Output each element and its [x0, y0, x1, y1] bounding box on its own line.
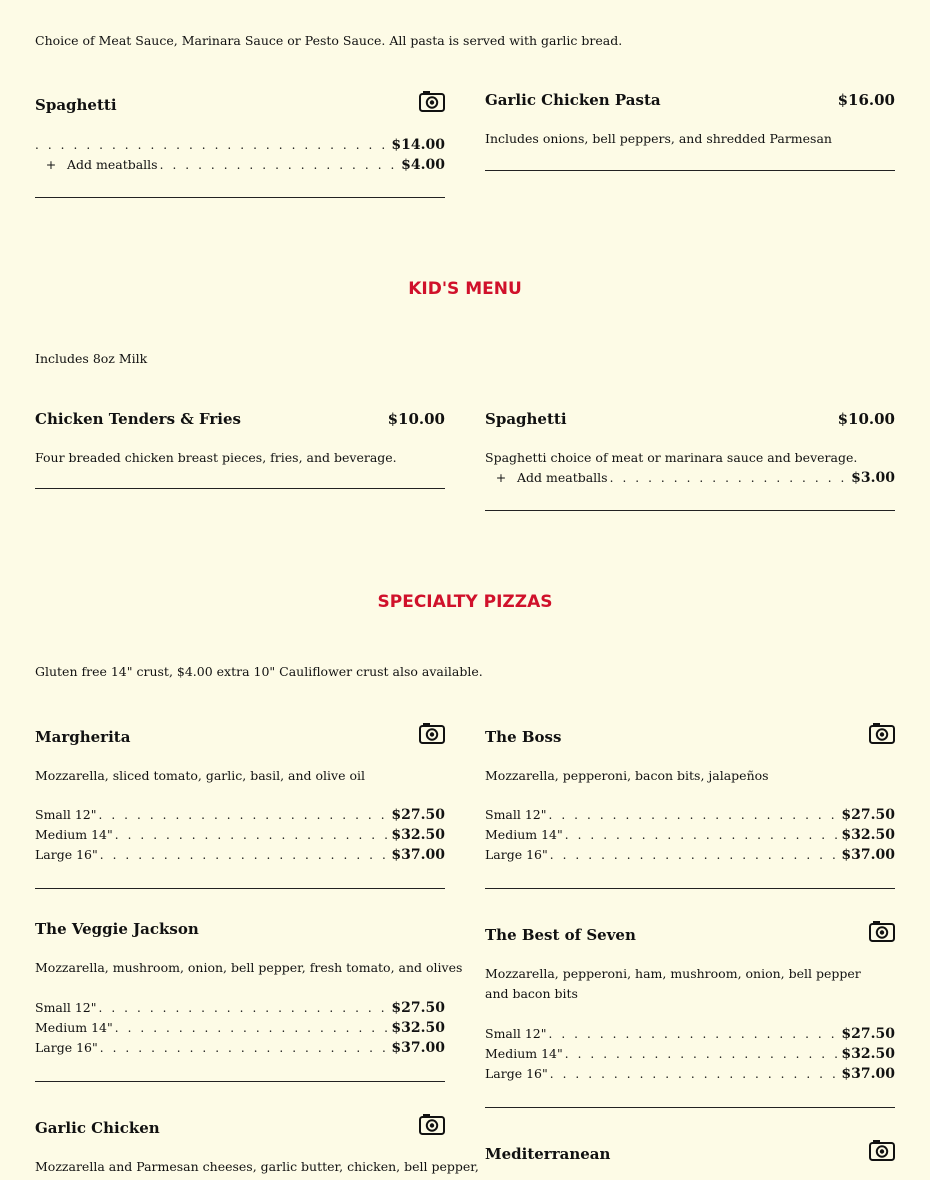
size-label: Small 12"	[35, 807, 97, 822]
divider	[35, 488, 445, 489]
size-row-small	[35, 1000, 445, 1020]
size-price: $37.00	[391, 1040, 445, 1056]
size-row-large	[485, 1066, 895, 1086]
kids-note: Includes 8oz Milk	[35, 351, 148, 366]
spaghetti-price-row	[35, 137, 445, 157]
dot-leader	[565, 828, 840, 842]
best-of-seven-sizes	[485, 1026, 895, 1086]
dot-leader	[549, 808, 840, 822]
size-row-small	[485, 1026, 895, 1046]
camera-icon[interactable]	[419, 1113, 445, 1135]
size-label: Medium 14"	[485, 827, 563, 842]
divider	[485, 170, 895, 171]
best-of-seven-desc: Mozzarella, pepperoni, ham, mushroom, onion, bell pepper and bacon bits	[485, 966, 861, 1001]
addon-label: Add meatballs	[517, 470, 608, 485]
divider	[485, 510, 895, 511]
camera-icon[interactable]	[869, 1139, 895, 1161]
size-price: $32.50	[841, 1046, 895, 1062]
garlic-chicken-pasta-title: Garlic Chicken Pasta	[485, 91, 661, 109]
dot-leader	[100, 1041, 390, 1055]
chicken-tenders-desc: Four breaded chicken breast pieces, fries, and beverage.	[35, 450, 397, 465]
size-row-medium	[485, 1046, 895, 1066]
kids-spaghetti-addon-row	[485, 470, 895, 490]
size-label: Medium 14"	[35, 827, 113, 842]
addon-label: Add meatballs	[67, 157, 158, 172]
dot-leader	[99, 808, 390, 822]
specialty-pizzas-heading: SPECIALTY PIZZAS	[377, 592, 553, 612]
size-label: Medium 14"	[35, 1020, 113, 1035]
size-row-large	[35, 1040, 445, 1060]
kids-spaghetti-title: Spaghetti	[485, 410, 567, 428]
pizzas-note: Gluten free 14" crust, $4.00 extra 10" Cauliflower crust also available.	[35, 664, 483, 679]
kids-spaghetti-desc: Spaghetti choice of meat or marinara sauce and beverage.	[485, 450, 858, 465]
size-label: Large 16"	[485, 1066, 548, 1081]
size-row-large	[485, 847, 895, 867]
size-price: $32.50	[391, 1020, 445, 1036]
dot-leader	[100, 848, 390, 862]
size-price: $37.00	[841, 847, 895, 863]
size-label: Small 12"	[485, 1026, 547, 1041]
dot-leader	[35, 138, 389, 152]
size-label: Medium 14"	[485, 1046, 563, 1061]
size-label: Large 16"	[35, 1040, 98, 1055]
veggie-jackson-sizes	[35, 1000, 445, 1060]
dot-leader	[549, 1027, 840, 1041]
dot-leader	[610, 471, 850, 485]
camera-icon[interactable]	[419, 722, 445, 744]
garlic-chicken-desc: Mozzarella and Parmesan cheeses, garlic butter, chicken, bell pepper,	[35, 1159, 479, 1174]
spaghetti-title: Spaghetti	[35, 96, 117, 114]
veggie-jackson-title: The Veggie Jackson	[35, 920, 199, 938]
size-row-large	[35, 847, 445, 867]
dot-leader	[550, 1067, 840, 1081]
pasta-note: Choice of Meat Sauce, Marinara Sauce or Pesto Sauce. All pasta is served with garlic bread.	[35, 33, 623, 48]
size-row-medium	[35, 1020, 445, 1040]
spaghetti-addon-row	[35, 157, 445, 177]
divider	[35, 888, 445, 889]
size-price: $27.50	[391, 807, 445, 823]
dot-leader	[550, 848, 840, 862]
camera-icon[interactable]	[869, 722, 895, 744]
size-price: $27.50	[841, 807, 895, 823]
divider	[485, 888, 895, 889]
margherita-desc: Mozzarella, sliced tomato, garlic, basil, and olive oil	[35, 768, 365, 783]
size-row-medium	[485, 827, 895, 847]
addon-price: $3.00	[851, 470, 895, 486]
camera-icon[interactable]	[419, 90, 445, 112]
size-row-small	[485, 807, 895, 827]
size-price: $32.50	[391, 827, 445, 843]
size-label: Small 12"	[485, 807, 547, 822]
garlic-chicken-pasta-desc: Includes onions, bell peppers, and shredded Parmesan	[485, 131, 832, 146]
chicken-tenders-price: $10.00	[387, 410, 445, 428]
chicken-tenders-title: Chicken Tenders & Fries	[35, 410, 241, 428]
dot-leader	[160, 158, 400, 172]
veggie-jackson-desc: Mozzarella, mushroom, onion, bell pepper, fresh tomato, and olives	[35, 960, 463, 975]
size-price: $32.50	[841, 827, 895, 843]
size-price: $27.50	[841, 1026, 895, 1042]
dot-leader	[99, 1001, 390, 1015]
camera-icon[interactable]	[869, 920, 895, 942]
the-boss-desc: Mozzarella, pepperoni, bacon bits, jalapeños	[485, 768, 769, 783]
kids-menu-heading: KID'S MENU	[408, 279, 522, 299]
mediterranean-title: Mediterranean	[485, 1145, 611, 1163]
size-price: $27.50	[391, 1000, 445, 1016]
divider	[35, 197, 445, 198]
size-price: $37.00	[391, 847, 445, 863]
dot-leader	[115, 1021, 390, 1035]
size-row-medium	[35, 827, 445, 847]
garlic-chicken-title: Garlic Chicken	[35, 1119, 160, 1137]
plus-icon: +	[45, 157, 57, 172]
dot-leader	[115, 828, 390, 842]
plus-icon: +	[495, 470, 507, 485]
size-label: Large 16"	[485, 847, 548, 862]
dot-leader	[565, 1047, 840, 1061]
size-price: $37.00	[841, 1066, 895, 1082]
addon-price: $4.00	[401, 157, 445, 173]
the-boss-title: The Boss	[485, 728, 562, 746]
divider	[485, 1107, 895, 1108]
margherita-sizes	[35, 807, 445, 867]
spaghetti-price: $14.00	[391, 137, 445, 153]
best-of-seven-title: The Best of Seven	[485, 926, 636, 944]
garlic-chicken-pasta-price: $16.00	[837, 91, 895, 109]
size-label: Small 12"	[35, 1000, 97, 1015]
divider	[35, 1081, 445, 1082]
size-label: Large 16"	[35, 847, 98, 862]
margherita-title: Margherita	[35, 728, 131, 746]
kids-spaghetti-price: $10.00	[837, 410, 895, 428]
the-boss-sizes	[485, 807, 895, 867]
size-row-small	[35, 807, 445, 827]
